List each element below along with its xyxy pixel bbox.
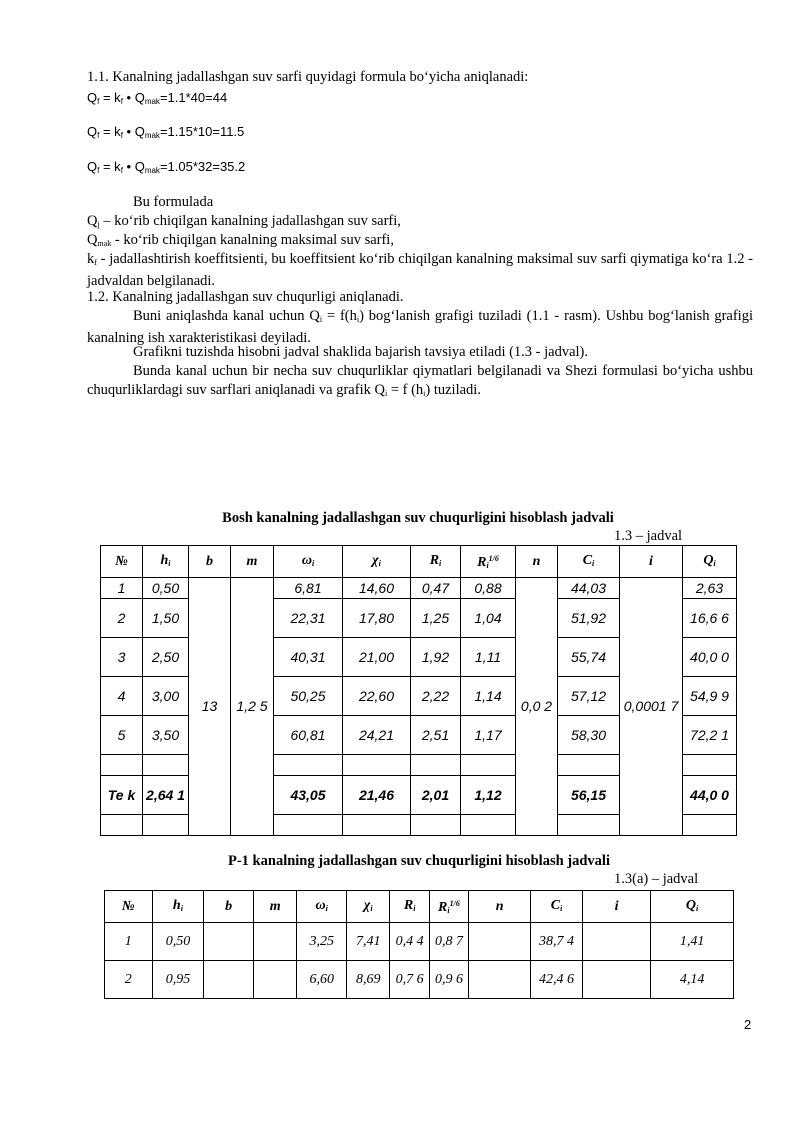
cell-c: 44,03 — [558, 578, 620, 599]
cell-r: 0,4 4 — [390, 923, 429, 961]
cell-no: 1 — [101, 578, 143, 599]
col-header-b: b — [204, 891, 254, 923]
cell-r: 0,47 — [411, 578, 461, 599]
col-header-h: $h_i$ — [143, 546, 189, 578]
cell-total-r: 2,01 — [411, 776, 461, 815]
table1-header-row — [101, 546, 737, 578]
col-header-no: № — [105, 891, 153, 923]
cell-r: 1,92 — [411, 638, 461, 677]
cell-omega: 6,60 — [297, 961, 347, 999]
cell-r16: 1,11 — [461, 638, 516, 677]
cell-r16: 1,04 — [461, 599, 516, 638]
col-header-r: $R_i$ — [390, 891, 429, 923]
cell-h: 0,50 — [143, 578, 189, 599]
cell-chi: 24,21 — [343, 716, 411, 755]
cell-q: 4,14 — [651, 961, 734, 999]
col-header-q: $Q_i$ — [651, 891, 734, 923]
col-header-omega: $\omega_i$ — [274, 546, 343, 578]
table2 — [104, 890, 734, 999]
bu-formulada-text: Bu formulada — [133, 194, 214, 210]
cell-total-chi: 21,46 — [343, 776, 411, 815]
col-header-i: i — [620, 546, 683, 578]
cell-omega: 6,81 — [274, 578, 343, 599]
cell-q: 1,41 — [651, 923, 734, 961]
cell-chi: 22,60 — [343, 677, 411, 716]
cell-total-r16: 1,12 — [461, 776, 516, 815]
cell-chi: 21,00 — [343, 638, 411, 677]
cell-c: 38,7 4 — [531, 923, 583, 961]
formula-2: $Q_f = k_f$ • $Q_{mak}=1.15*10=11.5$ — [87, 124, 245, 140]
col-header-r: $R_i$ — [411, 546, 461, 578]
cell-q: 2,63 — [683, 578, 737, 599]
cell-chi: 14,60 — [343, 578, 411, 599]
cell-c: 58,30 — [558, 716, 620, 755]
cell-h: 1,50 — [143, 599, 189, 638]
cell-no: 1 — [105, 923, 153, 961]
col-header-n: n — [469, 891, 531, 923]
definition-qmak: $Q_{mak}$ - ko‘rib chiqilgan kanalning maksimal suv sarfi, — [87, 232, 394, 248]
cell-r: 2,22 — [411, 677, 461, 716]
paragraph-shezi: Bunda kanal uchun bir necha suv chuqurliklar qiymatlari belgilanadi va Shezi formulasi bo‘yicha ushbu chuqurliklardagi suv sarflari aniqlanadi va grafik $Q_i = f$ $(h_i)$ tuziladi. — [87, 363, 753, 398]
cell-chi: 17,80 — [343, 599, 411, 638]
cell-r16: 0,9 6 — [429, 961, 468, 999]
col-header-chi: $\chi_i$ — [343, 546, 411, 578]
cell-m-merged: 1,2 5 — [231, 578, 274, 836]
cell-i-merged: 0,0001 7 — [620, 578, 683, 836]
cell-no: 4 — [101, 677, 143, 716]
cell-h: 3,50 — [143, 716, 189, 755]
section-1-2-heading: 1.2. Kanalning jadallashgan suv chuqurligi aniqlanadi. — [87, 289, 404, 305]
cell-n-merged: 0,0 2 — [516, 578, 558, 836]
cell-chi: 7,41 — [347, 923, 390, 961]
table2-header-row — [105, 891, 734, 923]
cell-r: 1,25 — [411, 599, 461, 638]
cell-c: 55,74 — [558, 638, 620, 677]
cell-omega: 50,25 — [274, 677, 343, 716]
table-row — [105, 923, 734, 961]
cell-q: 40,0 0 — [683, 638, 737, 677]
cell-omega: 40,31 — [274, 638, 343, 677]
cell-r16: 1,14 — [461, 677, 516, 716]
cell-total-q: 44,0 0 — [683, 776, 737, 815]
paragraph-graph: Buni aniqlashda kanal uchun $Q_i = f(h_i)$ bog‘lanish grafigi tuziladi (1.1 - rasm). Ushbu bog‘lanish grafigi kanalning ish xarakteristikasi deyiladi. — [87, 308, 753, 346]
table1-caption: Bosh kanalning jadallashgan suv chuqurligini hisoblash jadvali — [222, 510, 614, 526]
cell-r16: 1,17 — [461, 716, 516, 755]
cell-q: 54,9 9 — [683, 677, 737, 716]
col-header-omega: $\omega_i$ — [297, 891, 347, 923]
cell-r: 2,51 — [411, 716, 461, 755]
cell-no: 5 — [101, 716, 143, 755]
table-row — [101, 578, 737, 599]
cell-chi: 8,69 — [347, 961, 390, 999]
col-header-q: $Q_i$ — [683, 546, 737, 578]
intro-heading: 1.1. Kanalning jadallashgan suv sarfi quyidagi formula bo‘yicha aniqlanadi: — [87, 69, 529, 85]
paragraph-table-advice: Grafikni tuzishda hisobni jadval shaklida bajarish tavsiya etiladi (1.3 - jadval). — [133, 344, 589, 360]
formula-3: $Q_f = k_f$ • $Q_{mak}=1.05*32=35.2$ — [87, 159, 246, 175]
cell-omega: 22,31 — [274, 599, 343, 638]
col-header-m: m — [253, 891, 296, 923]
definition-qj: $Q_j$ – ko‘rib chiqilgan kanalning jadallashgan suv sarfi, — [87, 213, 401, 229]
table-row — [105, 961, 734, 999]
cell-c: 42,4 6 — [531, 961, 583, 999]
page-number: 2 — [744, 1017, 752, 1032]
cell-omega: 60,81 — [274, 716, 343, 755]
table2-label: 1.3(a) – jadval — [614, 871, 699, 887]
cell-total-h: 2,64 1 — [143, 776, 189, 815]
table2-caption: P-1 kanalning jadallashgan suv chuqurligini hisoblash jadvali — [228, 853, 610, 869]
col-header-i: i — [582, 891, 650, 923]
cell-c: 57,12 — [558, 677, 620, 716]
cell-q: 16,6 6 — [683, 599, 737, 638]
table1-label: 1.3 – jadval — [614, 528, 683, 544]
formula-1: $Q_f = k_f$ • $Q_{mak}=1.1*40=44$ — [87, 90, 228, 106]
col-header-b: b — [189, 546, 231, 578]
col-header-r16: $R_i^{1/6}$ — [461, 546, 516, 578]
cell-total-c: 56,15 — [558, 776, 620, 815]
col-header-chi: $\chi_i$ — [347, 891, 390, 923]
col-header-c: $C_i$ — [531, 891, 583, 923]
cell-h: 0,95 — [152, 961, 204, 999]
cell-q: 72,2 1 — [683, 716, 737, 755]
cell-r16: 0,88 — [461, 578, 516, 599]
cell-b-merged: 13 — [189, 578, 231, 836]
col-header-c: $C_i$ — [558, 546, 620, 578]
col-header-r16: $R_i^{1/6}$ — [429, 891, 468, 923]
cell-r: 0,7 6 — [390, 961, 429, 999]
cell-no: 3 — [101, 638, 143, 677]
cell-h: 0,50 — [152, 923, 204, 961]
cell-no: 2 — [101, 599, 143, 638]
cell-total-label: Te k — [101, 776, 143, 815]
cell-r16: 0,8 7 — [429, 923, 468, 961]
cell-c: 51,92 — [558, 599, 620, 638]
definition-kf: $k_f$ - jadallashtirish koeffitsienti, bu koeffitsient ko‘rib chiqilgan kanalning maksimal suv sarfi qiymatiga ko‘ra 1.2 - jadvaldan belgilanadi. — [87, 251, 753, 289]
cell-total-omega: 43,05 — [274, 776, 343, 815]
table1 — [100, 545, 737, 836]
col-header-no: № — [101, 546, 143, 578]
cell-no: 2 — [105, 961, 153, 999]
cell-h: 3,00 — [143, 677, 189, 716]
cell-h: 2,50 — [143, 638, 189, 677]
col-header-m: m — [231, 546, 274, 578]
cell-omega: 3,25 — [297, 923, 347, 961]
col-header-h: $h_i$ — [152, 891, 204, 923]
col-header-n: n — [516, 546, 558, 578]
